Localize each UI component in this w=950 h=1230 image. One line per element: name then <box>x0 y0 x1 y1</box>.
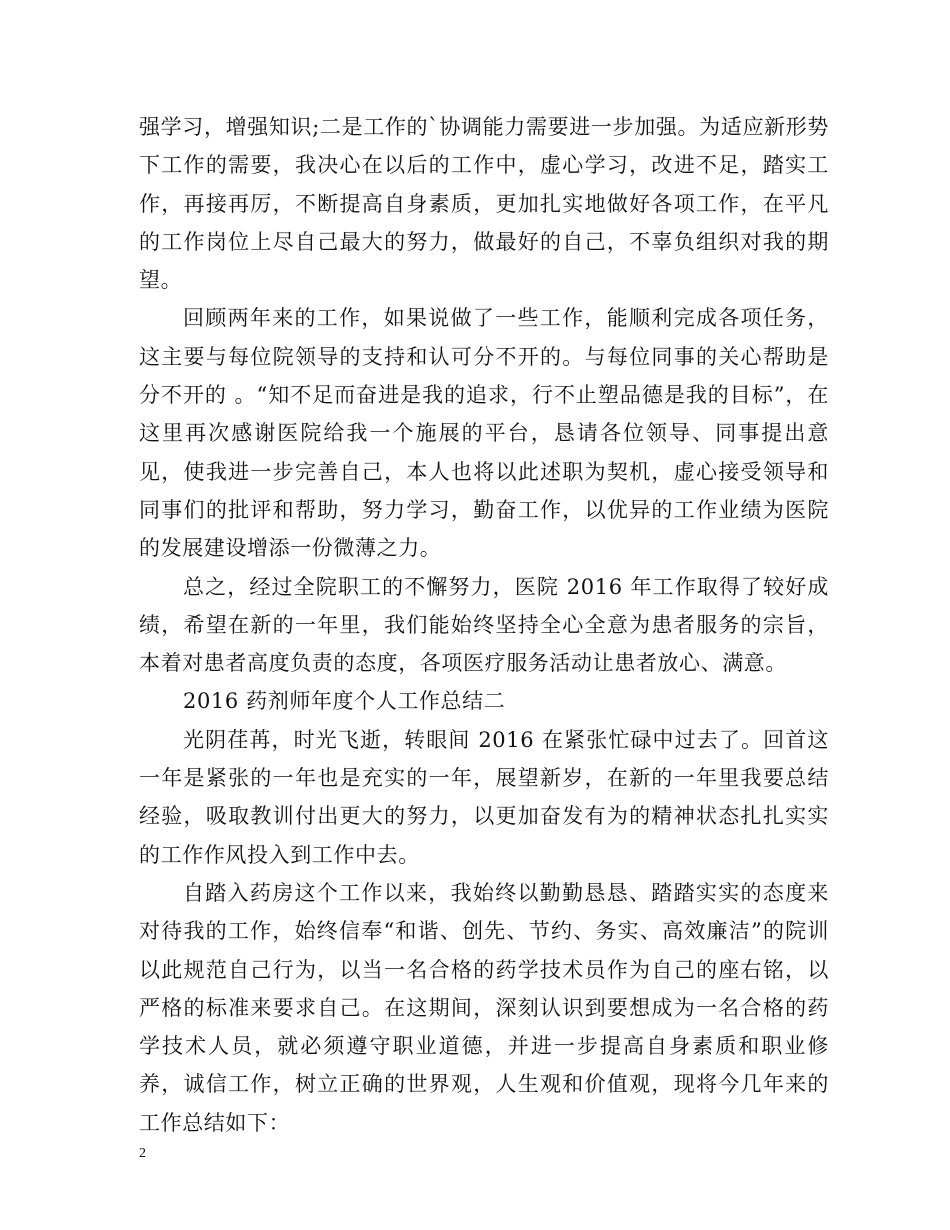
section-heading: 2016 药剂师年度个人工作总结二 <box>183 689 506 714</box>
page-number: 2 <box>139 1146 146 1161</box>
paragraph-intro: 光阴荏苒，时光飞逝，转眼间 2016 在紧张忙碌中过去了。回首这一年是紧张的一年也是充实的一年，展望新岁，在新的一年里我要总结经验，吸取教训付出更大的努力，以更加奋发有为的精神状态扎扎实实的工作作风投入到工作中去。 <box>139 727 829 867</box>
document-body <box>139 108 829 1142</box>
paragraph-summary: 总之，经过全院职工的不懈努力，医院 2016 年工作取得了较好成绩，希望在新的一年里，我们能始终坚持全心全意为患者服务的宗旨，本着对患者高度负责的态度，各项医疗服务活动让患者放心、满意。 <box>139 574 829 676</box>
paragraph-continuation: 强学习，增强知识;二是工作的`协调能力需要进一步加强。为适应新形势下工作的需要，我决心在以后的工作中，虚心学习，改进不足，踏实工作，再接再厉，不断提高自身素质，更加扎实地做好各项工作，在平凡的工作岗位上尽自己最大的努力，做最好的自己，不辜负组织对我的期望。 <box>139 115 829 293</box>
paragraph-pharmacy-work: 自踏入药房这个工作以来，我始终以勤勤恳恳、踏踏实实的态度来对待我的工作，始终信奉“和谐、创先、节约、务实、高效廉洁”的院训以此规范自己行为，以当一名合格的药学技术员作为自己的座右铭，以严格的标准来要求自己。在这期间，深刻认识到要想成为一名合格的药学技术人员，就必须遵守职业道德，并进一步提高自身素质和职业修养，诚信工作，树立正确的世界观，人生观和价值观，现将今几年来的工作总结如下： <box>139 880 829 1135</box>
paragraph-review: 回顾两年来的工作，如果说做了一些工作，能顺利完成各项任务，这主要与每位院领导的支持和认可分不开的。与每位同事的关心帮助是分不开的 。“知不足而奋进是我的追求，行不止塑品德是我的目标”，在这里再次感谢医院给我一个施展的平台，恳请各位领导、同事提出意见，使我进一步完善自己，本人也将以此述职为契机，虚心接受领导和同事们的批评和帮助，努力学习，勤奋工作，以优异的工作业绩为医院的发展建设增添一份微薄之力。 <box>139 306 829 561</box>
